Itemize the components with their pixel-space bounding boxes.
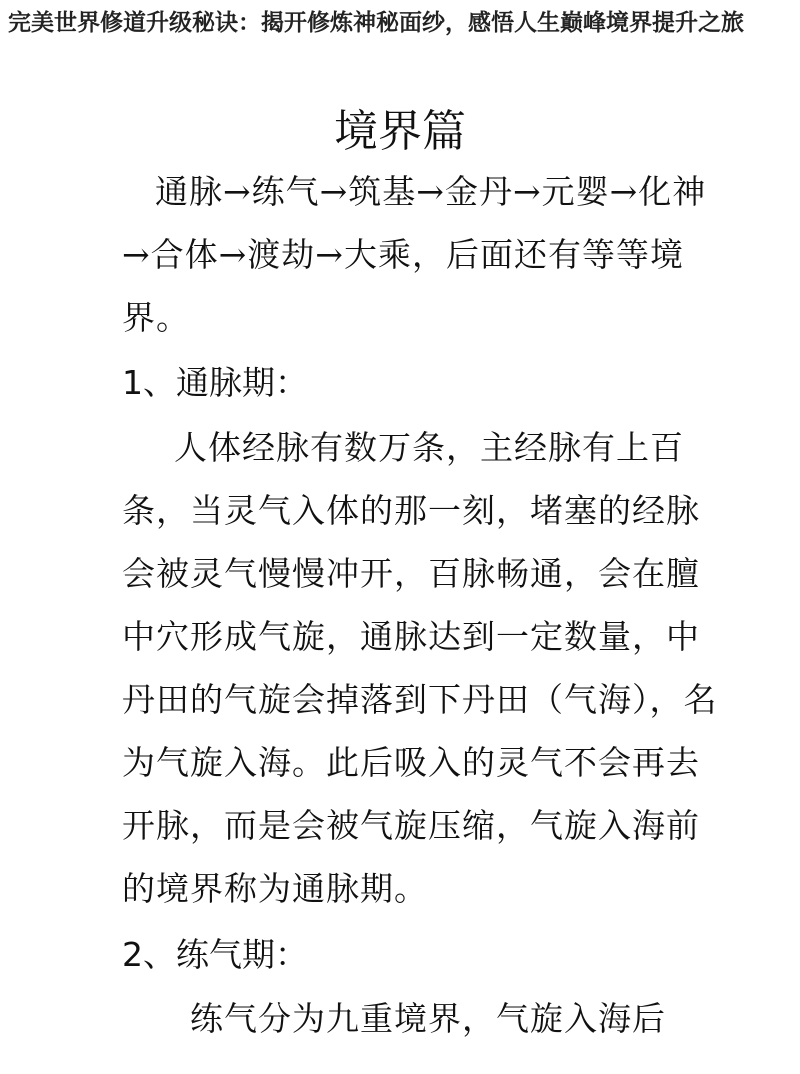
realm-sequence-paragraph: 通脉→练气→筑基→金丹→元婴→化神→合体→渡劫→大乘，后面还有等等境界。 <box>122 172 707 337</box>
document-image <box>0 90 800 1074</box>
section-heading-lianqi: 2、练气期： <box>122 935 308 974</box>
section-heading-tongmai: 1、通脉期： <box>122 363 308 402</box>
document-title: 境界篇 <box>334 106 466 157</box>
section-body-lianqi: 练气分为九重境界，气旋入海后 <box>190 999 666 1038</box>
section-body-tongmai: 人体经脉有数万条，主经脉有上百条，当灵气入体的那一刻，堵塞的经脉会被灵气慢慢冲开，百脉畅通，会在膻中穴形成气旋，通脉达到一定数量，中丹田的气旋会掉落到下丹田（气海），名为气旋入海。此后吸入的灵气不会再去开脉，而是会被气旋压缩，气旋入海前的境界称为通脉期。 <box>122 428 718 908</box>
article-title: 完美世界修道升级秘诀：揭开修炼神秘面纱，感悟人生巅峰境界提升之旅 <box>8 10 744 36</box>
